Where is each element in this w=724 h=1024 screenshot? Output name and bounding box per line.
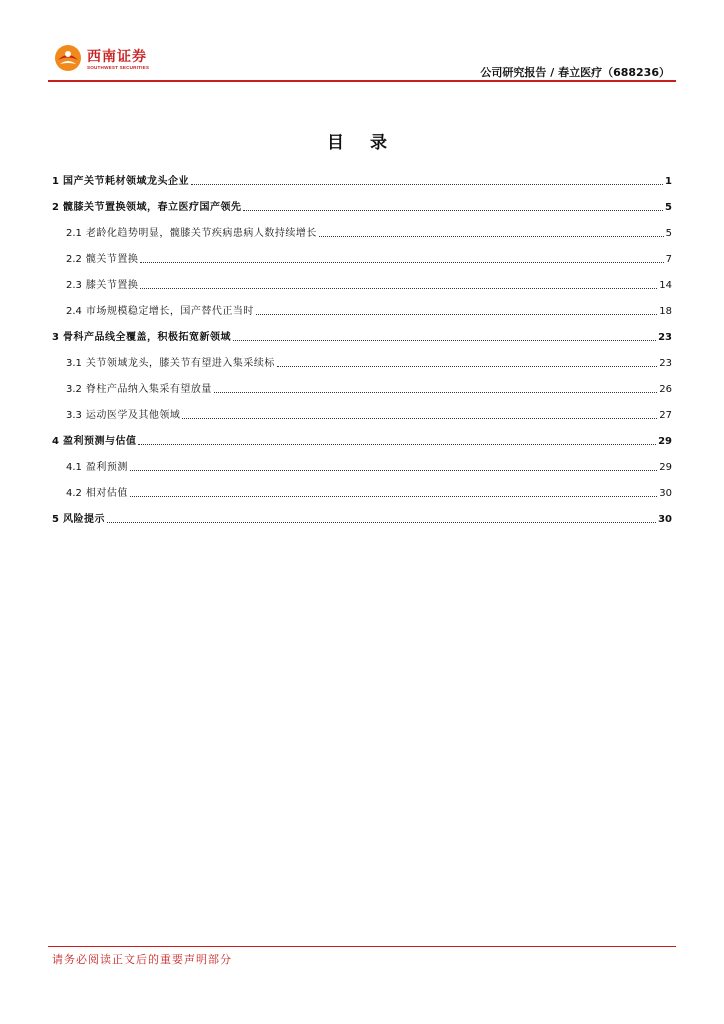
- toc-entry-label: 关节领域龙头，膝关节有望进入集采续标: [85, 358, 275, 369]
- toc-entry-number: 2.2: [66, 254, 82, 265]
- toc-leader-dots: [140, 287, 657, 289]
- toc-entry-number: 3.3: [66, 410, 82, 421]
- toc-leader-dots: [243, 209, 663, 211]
- toc-leader-dots: [233, 339, 656, 341]
- toc-entry-label: 运动医学及其他领域: [85, 410, 181, 421]
- toc-entry[interactable]: [66, 300, 672, 318]
- footer-disclaimer: 请务必阅读正文后的重要声明部分: [52, 953, 232, 966]
- toc-entry[interactable]: [66, 404, 672, 422]
- toc-entry-label: 相对估值: [85, 488, 128, 499]
- toc-leader-dots: [130, 495, 657, 497]
- toc-entry-number: 3.1: [66, 358, 82, 369]
- toc-entry-number: 2.4: [66, 306, 82, 317]
- toc-entry[interactable]: [66, 456, 672, 474]
- toc-entry-page: 5: [665, 202, 672, 213]
- toc-entry-number: 5: [52, 514, 59, 525]
- toc-entry[interactable]: [66, 248, 672, 266]
- toc-entry-page: 23: [658, 332, 672, 343]
- header-divider: [48, 80, 676, 82]
- toc-entry[interactable]: [52, 196, 672, 214]
- toc-entry-number: 1: [52, 176, 59, 187]
- toc-entry[interactable]: [52, 508, 672, 526]
- toc-entry[interactable]: [66, 482, 672, 500]
- toc-leader-dots: [140, 261, 663, 263]
- toc-entry-number: 2: [52, 202, 59, 213]
- toc-entry[interactable]: [52, 430, 672, 448]
- toc-entry-label: 骨科产品线全覆盖，积极拓宽新领域: [62, 332, 231, 343]
- toc-leader-dots: [277, 365, 657, 367]
- toc-title: 目 录: [327, 133, 397, 153]
- toc-entry[interactable]: [66, 352, 672, 370]
- toc-entry-label: 盈利预测与估值: [62, 436, 137, 447]
- toc-entry-label: 髋关节置换: [85, 254, 139, 265]
- toc-entry-page: 14: [659, 280, 672, 291]
- toc-entry-label: 髋膝关节置换领域，春立医疗国产领先: [62, 202, 242, 213]
- toc-leader-dots: [130, 469, 657, 471]
- toc-entry-label: 市场规模稳定增长，国产替代正当时: [85, 306, 254, 317]
- toc-entry-page: 18: [659, 306, 672, 317]
- toc-entry-number: 3: [52, 332, 59, 343]
- company-logo: [54, 44, 154, 74]
- toc-entry-page: 26: [659, 384, 672, 395]
- logo-chinese-name: 西南证券: [87, 49, 147, 65]
- logo-english-name: SOUTHWEST SECURITIES: [87, 65, 150, 70]
- toc-entry-label: 国产关节耗材领域龙头企业: [62, 176, 189, 187]
- toc-entry-page: 29: [658, 436, 672, 447]
- toc-leader-dots: [214, 391, 657, 393]
- toc-entry-label: 风险提示: [62, 514, 105, 525]
- toc-leader-dots: [138, 443, 656, 445]
- toc-entry-label: 盈利预测: [85, 462, 128, 473]
- toc-entry[interactable]: [52, 326, 672, 344]
- toc-entry-page: 1: [665, 176, 672, 187]
- toc-entry-label: 膝关节置换: [85, 280, 139, 291]
- toc-entry[interactable]: [52, 170, 672, 188]
- toc-entry-number: 2.1: [66, 228, 82, 239]
- page-header: [0, 0, 724, 82]
- toc-entry[interactable]: [66, 378, 672, 396]
- toc-entry-number: 4: [52, 436, 59, 447]
- toc-entry-page: 30: [659, 488, 672, 499]
- toc-entry-number: 4.1: [66, 462, 82, 473]
- toc-entry-page: 23: [659, 358, 672, 369]
- toc-entry-page: 7: [665, 254, 672, 265]
- toc-entry-page: 29: [659, 462, 672, 473]
- toc-entry[interactable]: [66, 274, 672, 292]
- toc-leader-dots: [319, 235, 664, 237]
- toc-leader-dots: [107, 521, 656, 523]
- toc-leader-dots: [191, 183, 663, 185]
- toc-entry-label: 老龄化趋势明显，髋膝关节疾病患病人数持续增长: [85, 228, 317, 239]
- toc-entry-number: 3.2: [66, 384, 82, 395]
- southwest-securities-logo-icon: [54, 44, 82, 72]
- toc-entry-page: 5: [665, 228, 672, 239]
- toc-entry-page: 27: [659, 410, 672, 421]
- toc-leader-dots: [256, 313, 657, 315]
- toc-entry[interactable]: [66, 222, 672, 240]
- toc-entry-label: 脊柱产品纳入集采有望放量: [85, 384, 212, 395]
- footer-divider: [48, 946, 676, 947]
- report-type-label: 公司研究报告 / 春立医疗（688236）: [480, 66, 670, 79]
- toc-leader-dots: [182, 417, 657, 419]
- toc-entry-number: 4.2: [66, 488, 82, 499]
- toc-entry-page: 30: [658, 514, 672, 525]
- toc-entry-number: 2.3: [66, 280, 82, 291]
